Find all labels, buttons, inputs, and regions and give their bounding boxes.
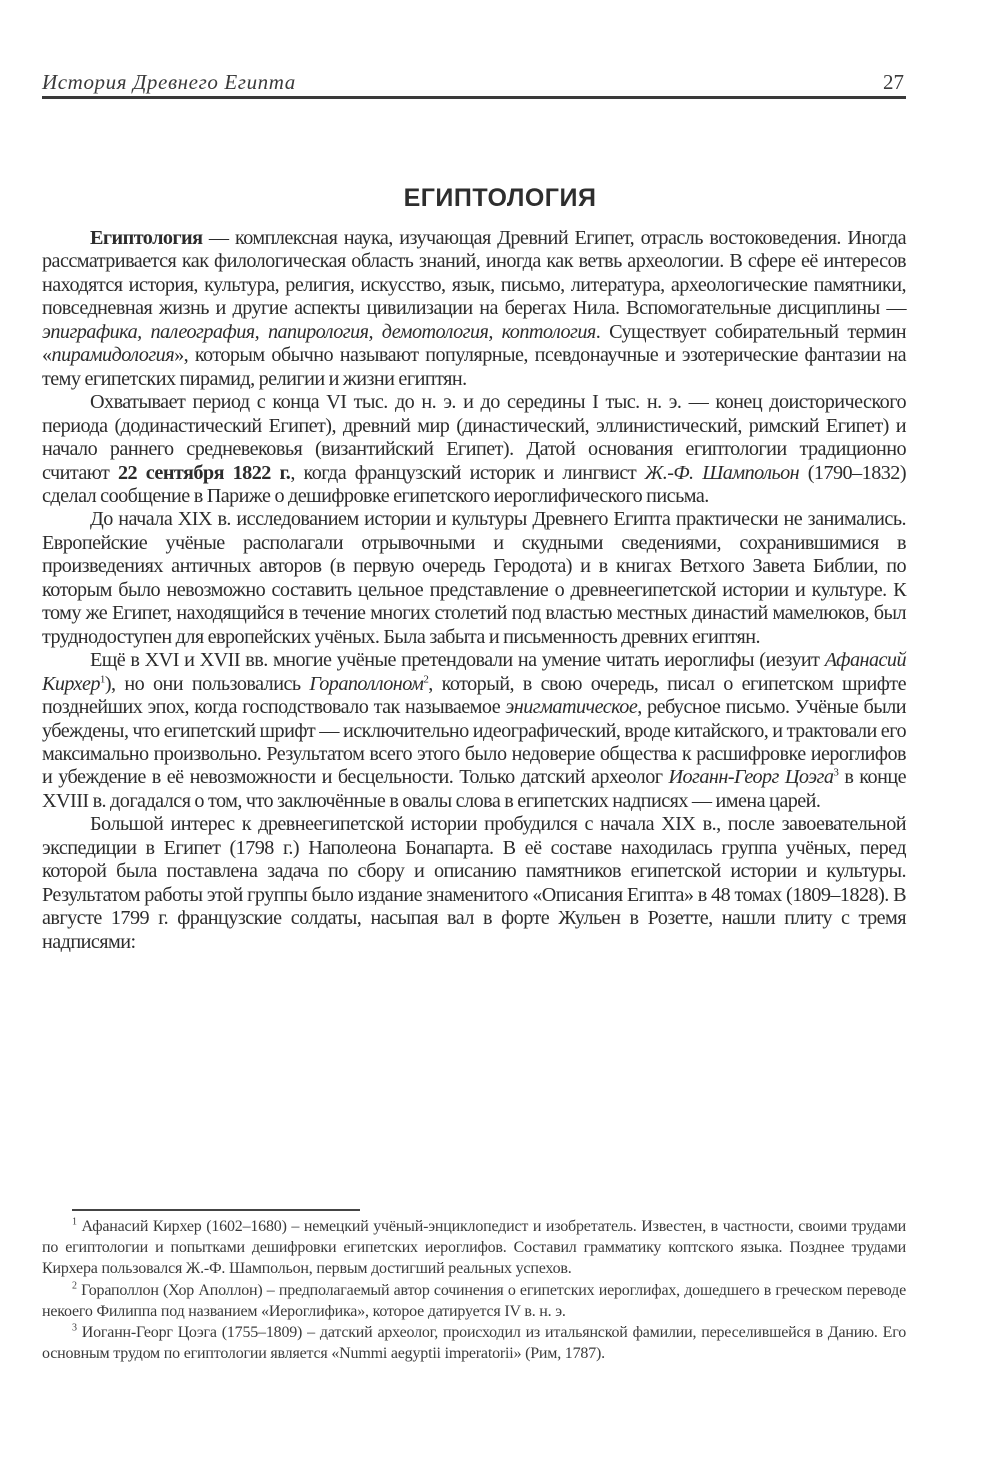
footnote-2	[42, 1280, 906, 1322]
term-lead: Египтология	[90, 227, 203, 249]
paragraph-period	[42, 391, 906, 508]
footnote-ref-3[interactable]: 3	[833, 766, 839, 779]
footnote-ref-2[interactable]: 2	[423, 672, 429, 685]
text-run: . Существует собирательный термин «	[42, 320, 907, 367]
paragraph-early-research: До начала XIX в. исследованием истории и культуры Древнего Египта практически не занимались. Европейские учёные располагали отрывочными и скудными сведениями, сохранившимися в произведениях античных авторов (в первую очередь Геродота) и в книгах Ветхого Завета Библии, по которым было невозможно составить цельное представление о древнеегипетской истории и культуре. К тому же Египет, находящийся в течение многих столетий под властью местных династий мамелюков, был труднодоступен для европейских учёных. Была забыта и письменность древних египтян.	[42, 508, 906, 648]
paragraph-hieroglyphs	[42, 649, 906, 813]
footnote-ref-1[interactable]: 1	[99, 672, 105, 685]
text-run: Ещё в XVI и XVII вв. многие учёные претендовали на умение читать иероглифы (иезуит	[90, 649, 825, 672]
footnote-3	[42, 1322, 906, 1364]
footnote-text: Афанасий Кирхер (1602–1680) – немецкий учёный-энциклопедист и изобретатель. Известен, в частности, своими трудами по египтологии и попытками дешифровки египетских иероглифов. Составил грамматику коптского языка. Позднее трудами Кирхера пользовался Ж.-Ф. Шампольон, первым достигший реальных успехов.	[42, 1218, 906, 1278]
paragraph-definition	[42, 227, 906, 391]
text-run: Охватывает период с конца VI тыс. до н. э. и до середины I тыс. н. э. — конец доисторического периода (додинастический Египет), древний мир (династический, эллинистический, римский Египет) и начало раннего средневековья (византийский Египет). Датой основания египтологии традиционно считают	[42, 391, 906, 484]
footnote-marker: 3	[72, 1322, 77, 1334]
horapollo-name: Гораполлоном	[309, 672, 424, 695]
body-text	[42, 227, 906, 954]
text-run: (1790–1832) сделал сообщение в Париже о дешифровке египетского иероглифического письма.	[42, 461, 906, 507]
footnote-text: Иоганн-Георг Цоэга (1755–1809) – датский археолог, происходил из итальянской фамилии, переселившейся в Данию. Его основным трудом по египтологии является «Nummi aegyptii imperatorii» (Рим, 1787).	[42, 1324, 906, 1363]
text-run: в конце XVIII в. догадался о том, что заключённые в овалы слова в египетских надписях — имена царей.	[42, 766, 906, 812]
text-run: , когда французский историк и лингвист	[290, 461, 645, 484]
text-run: ), но они пользовались	[104, 672, 310, 695]
paragraph-napoleon: Большой интерес к древнеегипетской истории пробудился с начала XIX в., после завоевательной экспедиции в Египет (1798 г.) Наполеона Бонапарта. В её составе находилась группа учёных, перед которой была поставлена задача по сбору и описанию памятников египетской истории и культуры. Результатом работы этой группы было издание знаменитого «Описания Египта» в 48 томах (1809–1828). В августе 1799 г. французские солдаты, насыпая вал в форте Жульен в Розетте, нашли плиту с тремя надписями:	[42, 813, 906, 953]
text-run: , который, в свою очередь, писал о египетском шрифте позднейших эпох, когда господствовало так называемое	[42, 672, 906, 719]
zoega-name: Иоганн-Георг Цоэга	[668, 766, 834, 789]
chapter-title: ЕГИПТОЛОГИЯ	[403, 184, 597, 212]
page-header	[42, 64, 906, 99]
footnote-text: Гораполлон (Хор Аполлон) – предполагаемый автор сочинения о египетских иероглифах, дошедшего в греческом переводе некоего Филиппа под названием «Иероглифика», которое датируется IV в. н. э.	[42, 1281, 906, 1320]
footnote-1	[42, 1216, 906, 1280]
text-run: , ребусное письмо. Учёные были убеждены, что египетский шрифт — исключительно идеографический, вроде китайского, и трактовали его максимально произвольно. Результатом всего этого было недоверие общества к расшифровке иероглифов и убеждение в её невозможности и бесцельности. Только датский археолог	[42, 696, 906, 789]
running-title: История Древнего Египта	[42, 70, 296, 94]
footnote-divider	[72, 1209, 360, 1211]
disciplines-italic: эпиграфика, палеография, папирология, демотология, коптология	[42, 320, 596, 343]
footnotes	[42, 1216, 906, 1364]
footnote-marker: 2	[72, 1280, 77, 1292]
founding-date: 22 сентября 1822 г.	[118, 461, 291, 484]
kircher-name: Афанасий Кирхер	[42, 649, 906, 695]
pyramidology-italic: пирамидология	[51, 344, 175, 367]
text-run: — комплексная наука, изучающая Древний Египет, отрасль востоковедения. Иногда рассматривается как филологическая область знаний, иногда как ветвь археологии. В сфере её интересов находятся история, культура, религия, искусство, язык, письмо, литература, археологические памятники, повседневная жизнь и другие аспекты цивилизации на берегах Нила. Вспомогательные дисциплины —	[42, 227, 906, 320]
footnote-marker: 1	[72, 1216, 77, 1228]
text-run: », которым обычно называют популярные, псевдонаучные и эзотерические фантазии на тему египетских пирамид, религии и жизни египтян.	[42, 344, 906, 390]
page-number: 27	[883, 70, 904, 94]
enigmatic-italic: энигматическое	[505, 696, 638, 719]
champollion-name: Ж.-Ф. Шампольон	[644, 461, 800, 484]
